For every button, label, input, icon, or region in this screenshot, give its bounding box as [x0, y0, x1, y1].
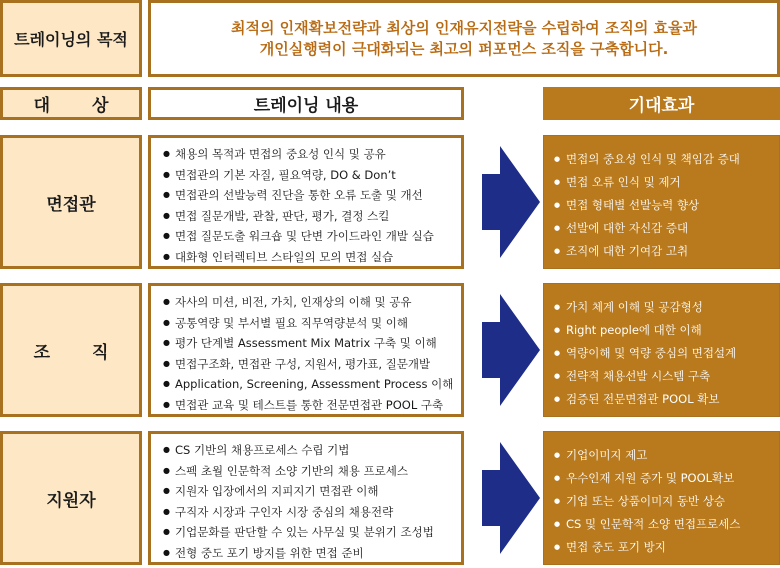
row-label-text: 지원자: [46, 490, 96, 511]
list-item: ● CS 기반의 채용프로세스 수립 기법: [163, 440, 461, 461]
effect-list: [544, 284, 779, 411]
purpose-statement: [148, 0, 780, 77]
training-list: [151, 434, 461, 563]
effect-list: [544, 432, 779, 559]
list-item: ● 구직자 시장과 구인자 시장 중심의 채용전략: [163, 502, 461, 523]
arrow-right-icon: [482, 294, 540, 406]
list-item: ● 검증된 전문면접관 POOL 확보: [554, 388, 779, 411]
list-item: ● 가치 체계 이해 및 공감형성: [554, 296, 779, 319]
purpose-label-text: 트레이닝의 목적: [14, 30, 128, 49]
list-item: ● 공통역량 및 부서별 필요 직무역량분석 및 이해: [163, 313, 461, 334]
list-item: ● 면접관 교육 및 테스트를 통한 전문면접관 POOL 구축: [163, 395, 461, 416]
list-item: ● 기업이미지 제고: [554, 444, 779, 467]
list-item: ● Application, Screening, Assessment Process 이해: [163, 374, 461, 395]
row-label-text: 면접관: [46, 194, 96, 215]
list-item: ● 전형 중도 포기 방지를 위한 면접 준비: [163, 543, 461, 564]
list-item: ● 면접의 중요성 인식 및 책임감 증대: [554, 148, 779, 171]
training-list: [151, 138, 461, 267]
row-effect-applicant: [543, 431, 780, 565]
list-item: ● CS 및 인문학적 소양 면접프로세스: [554, 513, 779, 536]
list-item: ● 역량이해 및 역량 중심의 면접설계: [554, 342, 779, 365]
list-item: ● Right people에 대한 이해: [554, 319, 779, 342]
list-item: ● 면접 질문도출 워크숍 및 단변 가이드라인 개발 실습: [163, 226, 461, 247]
arrow-right-icon: [482, 146, 540, 258]
list-item: ● 기업 또는 상품이미지 동반 상승: [554, 490, 779, 513]
header-target: [0, 87, 142, 120]
row-effect-organization: [543, 283, 780, 417]
list-item: ● 면접관의 기본 자질, 필요역량, DO & Don’t: [163, 165, 461, 186]
list-item: ● 스펙 초월 인문학적 소양 기반의 채용 프로세스: [163, 461, 461, 482]
header-effect: [543, 87, 780, 120]
row-content-organization: [148, 283, 464, 417]
list-item: ● 우수인재 지원 증가 및 POOL확보: [554, 467, 779, 490]
list-item: ● 기업문화를 판단할 수 있는 사무실 및 분위기 조성법: [163, 522, 461, 543]
header-content-text: 트레이닝 내용: [253, 96, 359, 116]
list-item: ● 채용의 목적과 면접의 중요성 인식 및 공유: [163, 144, 461, 165]
training-list: [151, 286, 461, 415]
header-content: [148, 87, 464, 120]
list-item: ● 면접 중도 포기 방지: [554, 536, 779, 559]
list-item: ● 면접 형태별 선발능력 향상: [554, 194, 779, 217]
arrow-right-icon: [482, 442, 540, 554]
purpose-label: [0, 0, 142, 77]
list-item: ● 자사의 미션, 비전, 가치, 인재상의 이해 및 공유: [163, 292, 461, 313]
list-item: ● 지원자 입장에서의 지피지기 면접관 이해: [163, 481, 461, 502]
header-effect-text: 기대효과: [628, 96, 695, 116]
list-item: ● 면접 오류 인식 및 제거: [554, 171, 779, 194]
row-content-applicant: [148, 431, 464, 565]
list-item: ● 면접구조화, 면접관 구성, 지원서, 평가표, 질문개발: [163, 354, 461, 375]
effect-list: [544, 136, 779, 263]
purpose-line-2: 개인실행력이 극대화되는 최고의 퍼포먼스 조직을 구축합니다.: [259, 39, 669, 58]
row-label-text: 조 직: [33, 342, 127, 363]
header-target-text: 대 상: [33, 96, 127, 116]
list-item: ● 전략적 채용선발 시스템 구축: [554, 365, 779, 388]
list-item: ● 선발에 대한 자신감 증대: [554, 217, 779, 240]
list-item: ● 면접관의 선발능력 진단을 통한 오류 도출 및 개선: [163, 185, 461, 206]
row-content-interviewer: [148, 135, 464, 269]
row-label-applicant: [0, 431, 142, 565]
list-item: ● 면접 질문개발, 관찰, 판단, 평가, 결정 스킬: [163, 206, 461, 227]
row-label-organization: [0, 283, 142, 417]
list-item: ● 평가 단계별 Assessment Mix Matrix 구축 및 이해: [163, 333, 461, 354]
row-effect-interviewer: [543, 135, 780, 269]
purpose-line-1: 최적의 인재확보전략과 최상의 인재유지전략을 수립하여 조직의 효율과: [230, 18, 698, 37]
list-item: ● 조직에 대한 기여감 고취: [554, 240, 779, 263]
row-label-interviewer: [0, 135, 142, 269]
list-item: ● 대화형 인터렉티브 스타일의 모의 면접 실습: [163, 247, 461, 268]
